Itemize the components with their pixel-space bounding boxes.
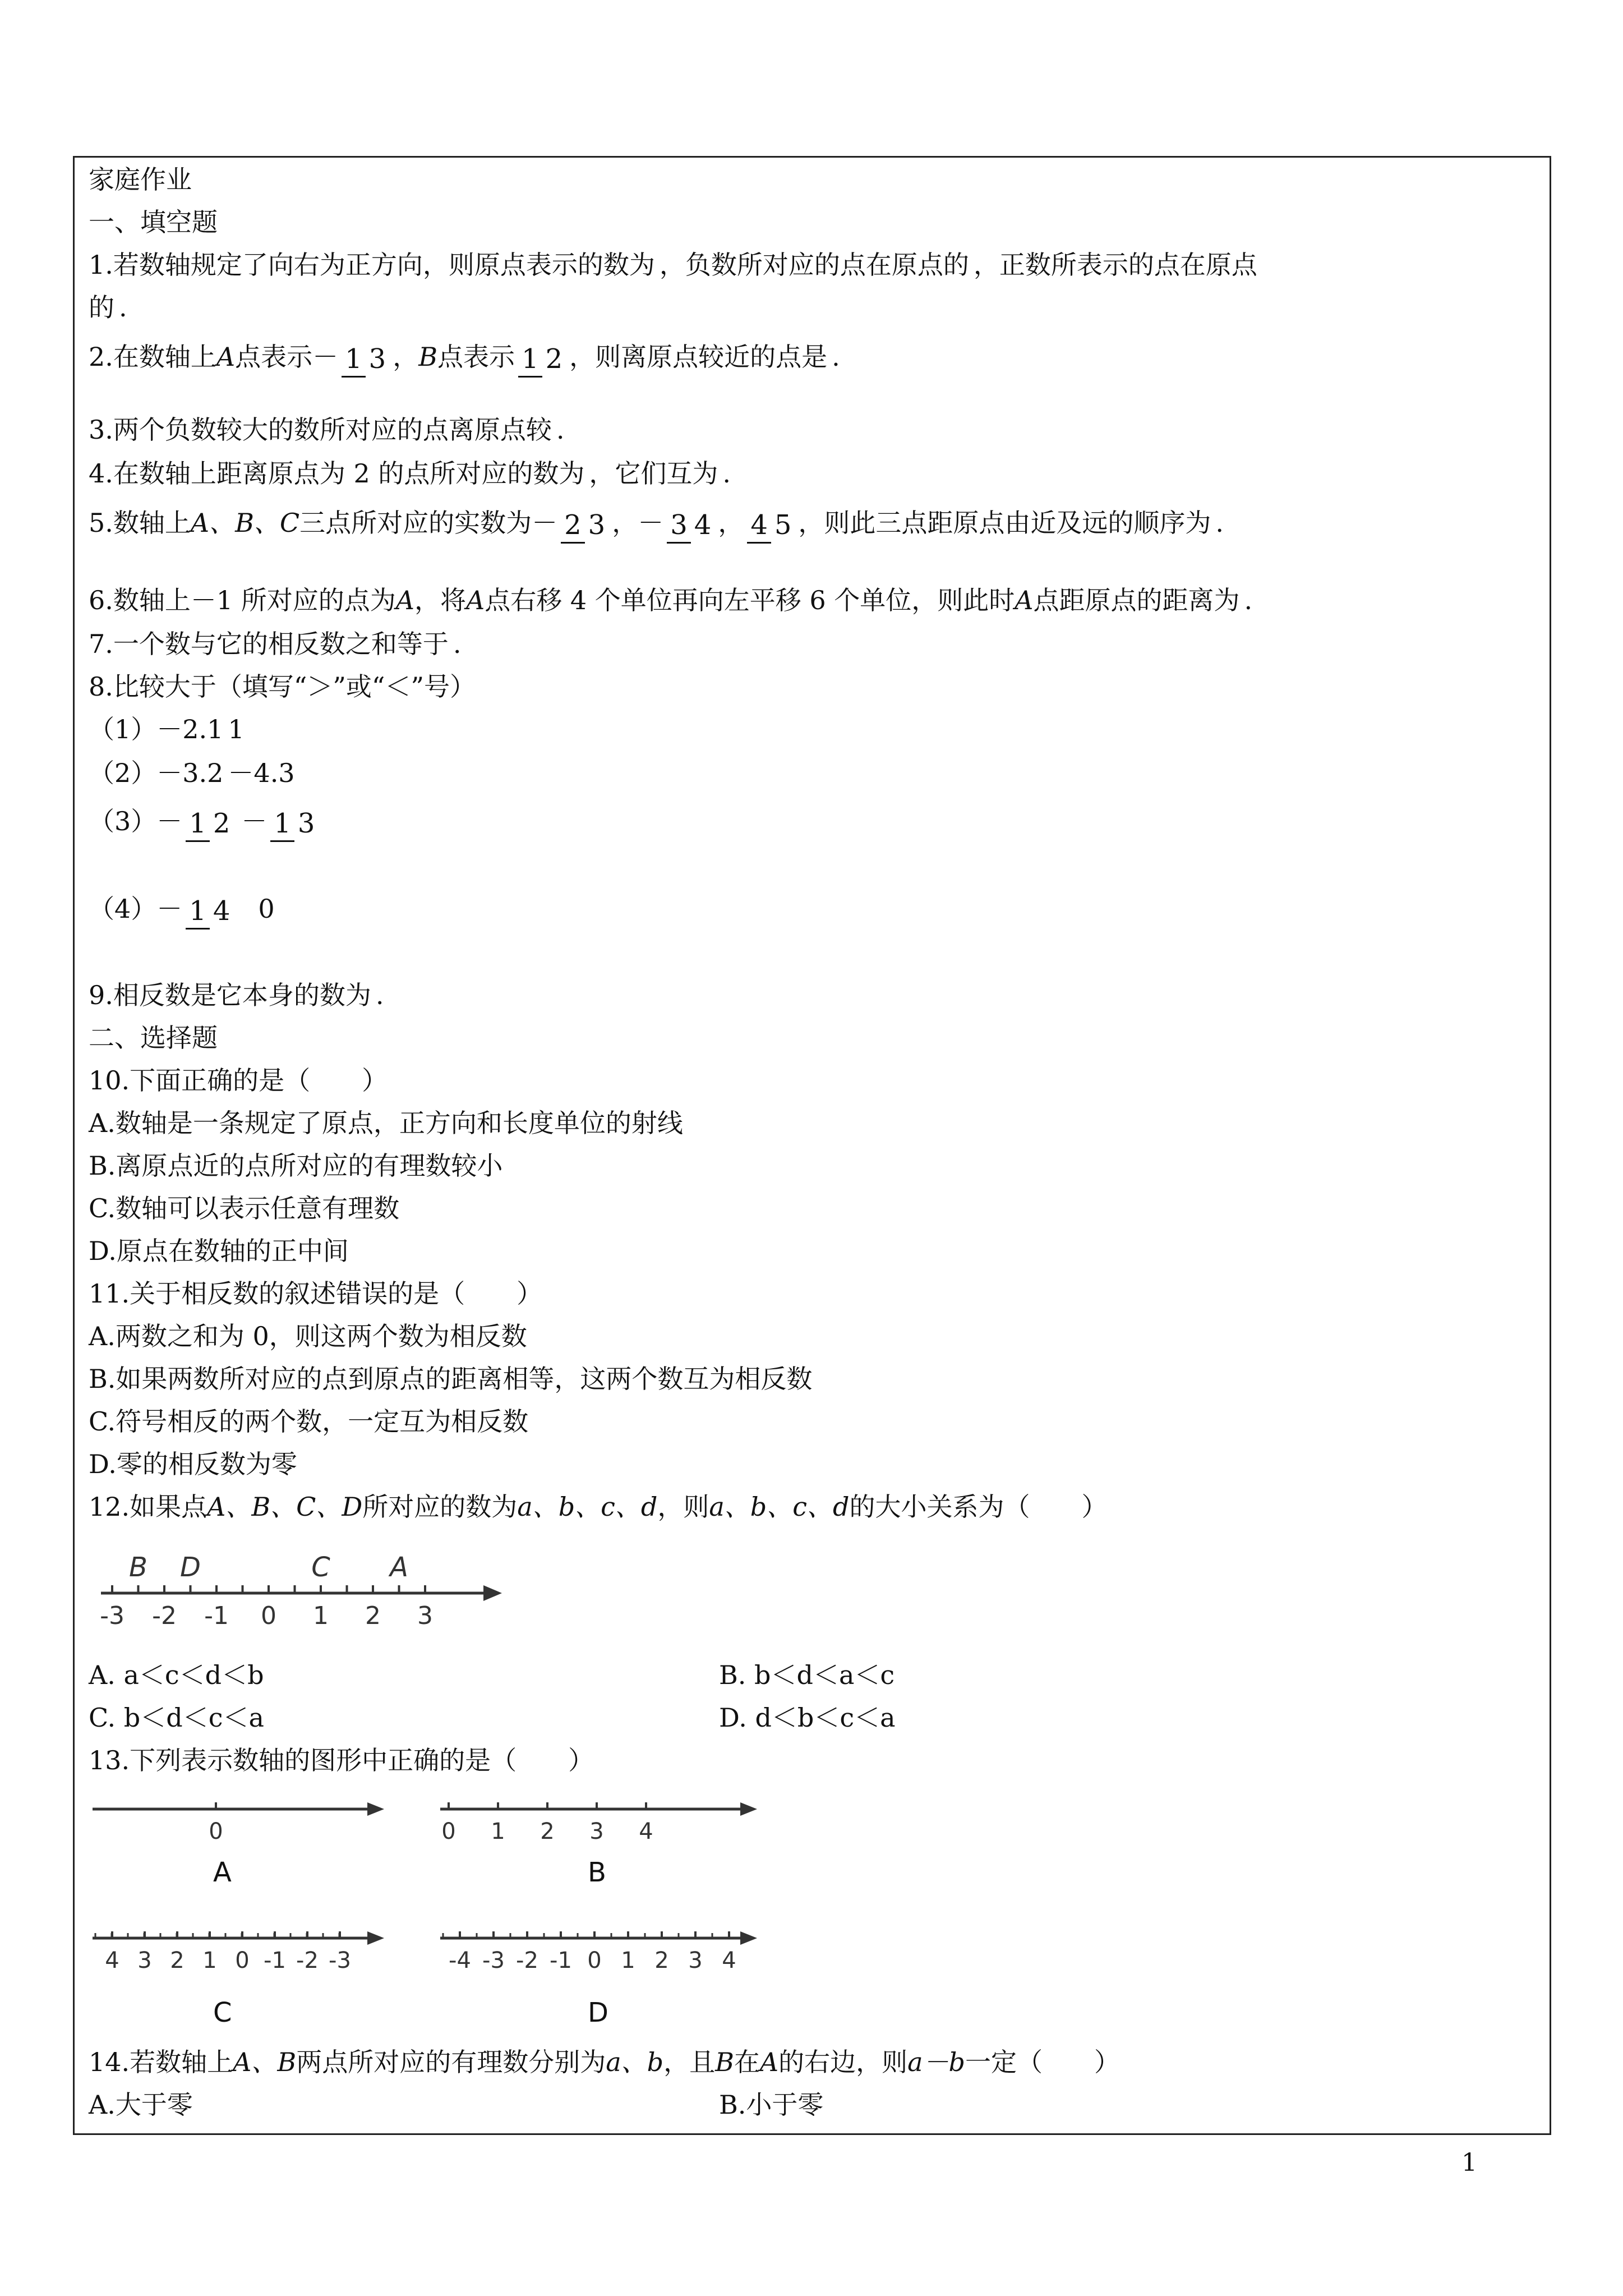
expression: a－b	[907, 2047, 965, 2077]
tick-label: 1	[491, 1819, 505, 1844]
q12-text-c: ，则	[657, 1492, 709, 1522]
q7-end: .	[453, 629, 462, 659]
tick-label: -3	[100, 1602, 125, 1630]
header-text: 家庭作业	[89, 164, 192, 195]
tick-label: 0	[441, 1819, 456, 1844]
q8-2-left: （2）－3.2	[89, 758, 224, 788]
point-label-c: C	[311, 1552, 330, 1583]
tick-label: 2	[540, 1819, 555, 1844]
tick-label: 3	[688, 1948, 703, 1973]
q14-a: A.大于零	[89, 2090, 193, 2120]
question-11-option-d	[89, 1447, 297, 1481]
denominator: 4	[694, 509, 712, 541]
question-11-option-b	[89, 1362, 812, 1396]
points-abcd: A、B、C、D	[207, 1492, 363, 1522]
q8-text: 8.比较大于（填写“＞”或“＜”号）	[89, 671, 476, 702]
q1-text-c: ，正数所表示的点在原点	[973, 250, 1257, 280]
question-6	[89, 583, 1252, 617]
q12-d: D. d＜b＜c＜a	[719, 1703, 896, 1733]
denominator: 3	[588, 509, 606, 541]
q2-end: .	[832, 342, 840, 372]
question-11-stem	[89, 1277, 542, 1310]
q10-b: B.离原点近的点所对应的有理数较小	[89, 1151, 503, 1181]
q8-3-left: （3）－	[89, 806, 183, 836]
tick-label: -3	[329, 1948, 351, 1973]
point-a: A	[759, 2047, 779, 2077]
question-3	[89, 413, 565, 447]
question-14-stem	[89, 2045, 1120, 2079]
q13-stem: 13.下列表示数轴的图形中正确的是（ ）	[89, 1745, 594, 1775]
q8-1-left: （1）－2.1	[89, 714, 224, 744]
q2-text-d: 点表示	[437, 342, 515, 372]
tick-label: -2	[296, 1948, 319, 1973]
question-12-option-c	[89, 1701, 264, 1734]
point-b: B	[418, 342, 438, 372]
tick-label: -1	[550, 1948, 572, 1973]
q5-text-a: 5.数轴上	[89, 508, 191, 538]
q13-label-b: B	[588, 1857, 606, 1888]
fraction	[342, 343, 389, 375]
tick-label: 2	[654, 1948, 669, 1973]
q2-text-a: 2.在数轴上	[89, 342, 216, 372]
tick-label: -2	[516, 1948, 538, 1973]
q13-axis-c	[90, 1918, 387, 1980]
section-choice	[89, 1021, 218, 1055]
section-fill-blank	[89, 205, 218, 239]
question-5	[89, 506, 1224, 540]
numerator: 2	[561, 509, 585, 544]
q9-text: 9.相反数是它本身的数为	[89, 980, 371, 1010]
q12-c: C. b＜d＜c＜a	[89, 1703, 264, 1733]
numerator: 1	[186, 808, 210, 842]
tick-label: 0	[587, 1948, 602, 1973]
question-9	[89, 978, 384, 1012]
question-1-cont	[89, 291, 127, 324]
q14-text-e: 的右边，则	[778, 2047, 908, 2077]
section1-text: 一、填空题	[89, 207, 218, 237]
q12-text-b: 所对应的数为	[362, 1492, 518, 1522]
fraction	[518, 343, 566, 375]
question-10-option-a	[89, 1106, 683, 1140]
arrow-head	[483, 1585, 502, 1601]
fraction	[561, 509, 608, 541]
numerator: 1	[342, 343, 366, 378]
tick-label: 0	[209, 1819, 223, 1844]
q11-stem: 11.关于相反数的叙述错误的是（ ）	[89, 1278, 543, 1309]
q11-d: D.零的相反数为零	[89, 1449, 297, 1479]
question-8-3	[89, 804, 321, 839]
q13-axis-a	[90, 1789, 387, 1851]
q13-axis-b	[437, 1789, 763, 1851]
denominator: 4	[213, 895, 230, 927]
question-8	[89, 670, 476, 703]
q13-axis-d	[437, 1918, 763, 1980]
q12-text-a: 12.如果点	[89, 1492, 208, 1522]
q14-text-a: 14.若数轴上	[89, 2047, 233, 2077]
q3-end: .	[556, 415, 565, 445]
tick-label: -1	[204, 1602, 229, 1630]
tick-label: 1	[621, 1948, 635, 1973]
fraction	[747, 509, 795, 541]
q2-text-e: ，则离原点较近的点是	[569, 342, 828, 372]
point-labels	[129, 1552, 408, 1583]
page-number: 1	[1461, 2148, 1477, 2177]
question-10-stem	[89, 1064, 388, 1097]
q14-text-f: 一定（ ）	[965, 2047, 1120, 2077]
q7-text: 7.一个数与它的相反数之和等于	[89, 629, 449, 659]
q14-text-c: ，且	[663, 2047, 716, 2077]
tick-label: 1	[313, 1602, 329, 1630]
q1-text-d: 的	[89, 292, 114, 323]
tick-label: 4	[105, 1948, 119, 1973]
numerator: 4	[747, 509, 771, 544]
question-12-option-a	[89, 1658, 264, 1692]
q14-b: B.小于零	[719, 2090, 824, 2120]
point-label-d: D	[180, 1552, 201, 1583]
numerator: 1	[518, 343, 542, 378]
q9-end: .	[375, 980, 384, 1010]
q10-stem: 10.下面正确的是（ ）	[89, 1065, 388, 1096]
point-a: A	[395, 585, 415, 615]
q8-3-mid: －	[241, 806, 268, 836]
q6-end: .	[1244, 585, 1253, 615]
q1-end: .	[119, 292, 127, 323]
numerator: 1	[270, 808, 294, 842]
tick-label: -1	[264, 1948, 286, 1973]
q6-text-a: 6.数轴上－1 所对应的点为	[89, 585, 396, 615]
q12-a: A. a＜c＜d＜b	[89, 1660, 264, 1690]
q1-text-b: ，负数所对应的点在原点的	[659, 250, 969, 280]
q4-end: .	[722, 458, 731, 489]
header	[89, 163, 192, 196]
arrow-head	[367, 1931, 384, 1945]
arrow-head	[740, 1802, 757, 1816]
tick-label: 3	[417, 1602, 433, 1630]
fraction	[667, 509, 714, 541]
tick-label: 3	[137, 1948, 152, 1973]
arrow-head	[740, 1931, 757, 1945]
q12-text-d: 的大小关系为（ ）	[849, 1492, 1108, 1522]
q3-text: 3.两个负数较大的数所对应的点离原点较	[89, 415, 552, 445]
denominator: 2	[545, 343, 563, 375]
q5-end: .	[1215, 508, 1224, 538]
question-12-option-d	[719, 1701, 896, 1734]
denominator: 2	[213, 808, 230, 839]
q8-4-left: （4）－	[89, 894, 183, 924]
question-4	[89, 457, 731, 490]
fraction	[270, 808, 318, 839]
q6-text-b: ，将	[414, 585, 467, 615]
question-13-stem	[89, 1743, 594, 1777]
q11-b: B.如果两数所对应的点到原点的距离相等，这两个数互为相反数	[89, 1364, 813, 1394]
q5-text-c: ，－	[612, 508, 664, 538]
vars-abcd: a、b、c、d	[517, 1492, 658, 1522]
tick-label: 2	[365, 1602, 381, 1630]
q11-c: C.符号相反的两个数，一定互为相反数	[89, 1406, 529, 1437]
point-b: B	[715, 2047, 734, 2077]
tick-label: 4	[639, 1819, 653, 1844]
q13-label-a: A	[213, 1857, 232, 1888]
points-abc: A、B、C	[190, 508, 300, 538]
point-label-b: B	[129, 1552, 147, 1583]
fraction	[186, 895, 233, 927]
fraction	[186, 808, 233, 839]
question-8-2	[89, 756, 295, 790]
q8-1-right: 1	[228, 714, 245, 744]
tick-label: -3	[482, 1948, 505, 1973]
q5-text-b: 三点所对应的实数为－	[299, 508, 558, 538]
denominator: 3	[368, 343, 386, 375]
question-11-option-a	[89, 1319, 527, 1353]
question-10-option-d	[89, 1234, 349, 1268]
q5-text-d: ，	[718, 508, 744, 538]
numerator: 1	[186, 895, 210, 930]
tick-label: 0	[235, 1948, 250, 1973]
point-a: A	[216, 342, 236, 372]
denominator: 3	[297, 808, 315, 839]
question-14-option-a	[89, 2088, 193, 2122]
vars-ab: a、b	[606, 2047, 664, 2077]
question-10-option-c	[89, 1191, 399, 1225]
points-ab: A、B	[233, 2047, 297, 2077]
question-12-option-b	[719, 1658, 895, 1692]
point-a: A	[466, 585, 485, 615]
question-8-1	[89, 712, 245, 746]
arrow-head	[367, 1802, 384, 1816]
question-2	[89, 340, 840, 374]
q10-a: A.数轴是一条规定了原点，正方向和长度单位的射线	[89, 1108, 683, 1138]
question-7	[89, 627, 462, 661]
tick-label: -2	[152, 1602, 177, 1630]
denominator: 5	[774, 509, 792, 541]
q14-text-d: 在	[734, 2047, 760, 2077]
tick-label: 2	[170, 1948, 185, 1973]
tick-label: -4	[449, 1948, 471, 1973]
point-label-a: A	[390, 1552, 408, 1583]
q2-text-b: 点表示－	[235, 342, 339, 372]
q8-4-right: 0	[258, 894, 275, 924]
q4-text-b: ，它们互为	[589, 458, 718, 489]
q2-text-c: ，	[393, 342, 419, 372]
q10-c: C.数轴可以表示任意有理数	[89, 1193, 400, 1223]
question-1	[89, 248, 1257, 282]
q14-text-b: 两点所对应的有理数分别为	[296, 2047, 606, 2077]
q6-text-c: 点右移 4 个单位再向左平移 6 个单位，则此时	[485, 585, 1015, 615]
q4-text-a: 4.在数轴上距离原点为 2 的点所对应的数为	[89, 458, 585, 489]
numerator: 3	[667, 509, 691, 544]
q5-text-e: ，则此三点距原点由近及远的顺序为	[798, 508, 1211, 538]
q12-b: B. b＜d＜a＜c	[719, 1660, 895, 1690]
q1-text-a: 1.若数轴规定了向右为正方向，则原点表示的数为	[89, 250, 655, 280]
question-11-option-c	[89, 1405, 528, 1438]
question-14-option-b	[719, 2088, 823, 2122]
q13-label-d: D	[588, 1997, 608, 2028]
question-12-stem	[89, 1490, 1107, 1524]
tick-label: 1	[202, 1948, 217, 1973]
point-a: A	[1015, 585, 1034, 615]
q12-number-line	[95, 1543, 510, 1638]
tick-label: 3	[589, 1819, 604, 1844]
q8-2-right: －4.3	[228, 758, 295, 788]
tick-label: 4	[722, 1948, 736, 1973]
q11-a: A.两数之和为 0，则这两个数为相反数	[89, 1321, 527, 1351]
tick-label: 0	[261, 1602, 276, 1630]
q13-label-c: C	[213, 1997, 232, 2028]
section2-text: 二、选择题	[89, 1023, 218, 1053]
q6-text-d: 点距原点的距离为	[1033, 585, 1240, 615]
q10-d: D.原点在数轴的正中间	[89, 1236, 349, 1266]
question-10-option-b	[89, 1149, 502, 1182]
question-8-4	[89, 892, 275, 926]
vars-abcd: a、b、c、d	[709, 1492, 850, 1522]
